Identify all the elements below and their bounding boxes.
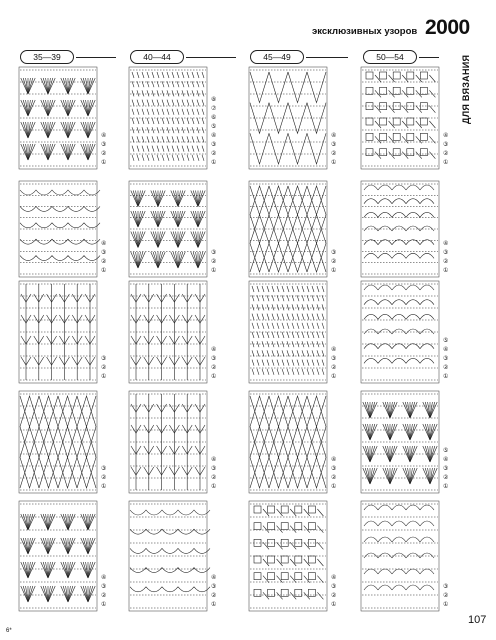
row-mark: ① xyxy=(211,267,217,274)
crochet-chart-47 xyxy=(248,280,346,384)
row-mark: ② xyxy=(101,474,107,481)
row-mark: ② xyxy=(331,150,337,157)
row-mark: ② xyxy=(331,592,337,599)
row-mark: ③ xyxy=(443,465,449,472)
row-mark: ④ xyxy=(331,132,337,139)
row-mark: ① xyxy=(443,483,449,490)
crochet-chart-53 xyxy=(360,390,458,494)
crochet-chart-54 xyxy=(360,500,458,612)
row-mark: ① xyxy=(211,373,217,380)
row-mark: ② xyxy=(101,258,107,265)
row-mark: ① xyxy=(331,483,337,490)
row-mark: ⑤ xyxy=(443,447,449,454)
row-mark: ④ xyxy=(101,240,107,247)
row-mark: ④ xyxy=(101,132,107,139)
row-mark: ③ xyxy=(211,583,217,590)
row-mark: ① xyxy=(331,159,337,166)
crochet-chart-37 xyxy=(18,280,116,384)
row-mark: ① xyxy=(211,601,217,608)
row-mark: ② xyxy=(211,258,217,265)
row-mark: ① xyxy=(101,483,107,490)
row-mark: ① xyxy=(331,267,337,274)
crochet-chart-48 xyxy=(248,390,346,494)
row-mark: ② xyxy=(443,364,449,371)
row-mark: ① xyxy=(331,601,337,608)
row-mark: ⑤ xyxy=(211,123,217,130)
row-mark: ③ xyxy=(211,465,217,472)
row-mark: ② xyxy=(443,474,449,481)
crochet-chart-38 xyxy=(18,390,116,494)
row-mark: ③ xyxy=(101,465,107,472)
row-mark: ① xyxy=(443,159,449,166)
row-mark: ③ xyxy=(211,249,217,256)
row-mark: ① xyxy=(211,483,217,490)
row-mark: ① xyxy=(443,601,449,608)
row-mark: ① xyxy=(101,601,107,608)
row-mark: ③ xyxy=(101,583,107,590)
row-mark: ② xyxy=(443,592,449,599)
column-label: 40—44 xyxy=(130,50,184,64)
row-mark: ③ xyxy=(101,249,107,256)
row-mark: ③ xyxy=(331,141,337,148)
row-mark: ③ xyxy=(101,141,107,148)
row-mark: ④ xyxy=(101,574,107,581)
crochet-chart-49 xyxy=(248,500,346,612)
crochet-chart-41 xyxy=(128,180,226,278)
row-mark: ③ xyxy=(331,465,337,472)
crochet-chart-45 xyxy=(248,66,346,170)
row-mark: ② xyxy=(211,474,217,481)
row-mark: ② xyxy=(211,592,217,599)
column-label: 35—39 xyxy=(20,50,74,64)
row-mark: ③ xyxy=(443,583,449,590)
row-mark: ③ xyxy=(331,583,337,590)
row-mark: ⑤ xyxy=(443,337,449,344)
row-mark: ① xyxy=(331,373,337,380)
row-mark: ② xyxy=(331,364,337,371)
column-rule xyxy=(76,57,116,58)
row-mark: ② xyxy=(331,258,337,265)
column-label: 50—54 xyxy=(363,50,417,64)
row-mark: ② xyxy=(443,150,449,157)
crochet-chart-43 xyxy=(128,390,226,494)
crochet-chart-39 xyxy=(18,500,116,612)
row-mark: ③ xyxy=(443,141,449,148)
row-mark: ④ xyxy=(443,132,449,139)
row-mark: ③ xyxy=(331,249,337,256)
crochet-chart-35 xyxy=(18,66,116,170)
row-mark: ⑧ xyxy=(211,96,217,103)
row-mark: ④ xyxy=(443,240,449,247)
row-mark: ② xyxy=(443,258,449,265)
row-mark: ④ xyxy=(211,132,217,139)
column-label: 45—49 xyxy=(250,50,304,64)
side-label: ДЛЯ ВЯЗАНИЯ xyxy=(461,54,471,124)
crochet-chart-51 xyxy=(360,180,458,278)
crochet-chart-46 xyxy=(248,180,346,278)
row-mark: ④ xyxy=(443,456,449,463)
row-mark: ③ xyxy=(331,355,337,362)
page-number: 107 xyxy=(468,614,487,626)
row-mark: ② xyxy=(331,474,337,481)
crochet-chart-44 xyxy=(128,500,226,612)
footer-mark: 6* xyxy=(6,628,12,634)
row-mark: ② xyxy=(211,150,217,157)
row-mark: ① xyxy=(101,159,107,166)
row-mark: ② xyxy=(101,364,107,371)
column-rule xyxy=(306,57,348,58)
row-mark: ① xyxy=(101,373,107,380)
row-mark: ③ xyxy=(211,141,217,148)
row-mark: ④ xyxy=(443,346,449,353)
row-mark: ① xyxy=(211,159,217,166)
row-mark: ④ xyxy=(211,574,217,581)
row-mark: ③ xyxy=(443,249,449,256)
crochet-chart-40 xyxy=(128,66,226,170)
row-mark: ③ xyxy=(211,355,217,362)
crochet-chart-36 xyxy=(18,180,116,278)
row-mark: ④ xyxy=(331,346,337,353)
row-mark: ③ xyxy=(101,355,107,362)
row-mark: ② xyxy=(101,150,107,157)
crochet-chart-52 xyxy=(360,280,458,384)
row-mark: ① xyxy=(443,373,449,380)
column-rule xyxy=(419,57,439,58)
row-mark: ④ xyxy=(331,574,337,581)
crochet-chart-42 xyxy=(128,280,226,384)
row-mark: ① xyxy=(101,267,107,274)
row-mark: ③ xyxy=(443,355,449,362)
header-number: 2000 xyxy=(425,16,470,39)
row-mark: ④ xyxy=(211,346,217,353)
row-mark: ④ xyxy=(331,456,337,463)
column-rule xyxy=(186,57,236,58)
row-mark: ① xyxy=(443,267,449,274)
header-subtitle: эксклюзивных узоров xyxy=(312,26,418,37)
row-mark: ② xyxy=(101,592,107,599)
crochet-chart-50 xyxy=(360,66,458,170)
row-mark: ④ xyxy=(211,456,217,463)
row-mark: ② xyxy=(211,364,217,371)
row-mark: ⑦ xyxy=(211,105,217,112)
row-mark: ⑥ xyxy=(211,114,217,121)
